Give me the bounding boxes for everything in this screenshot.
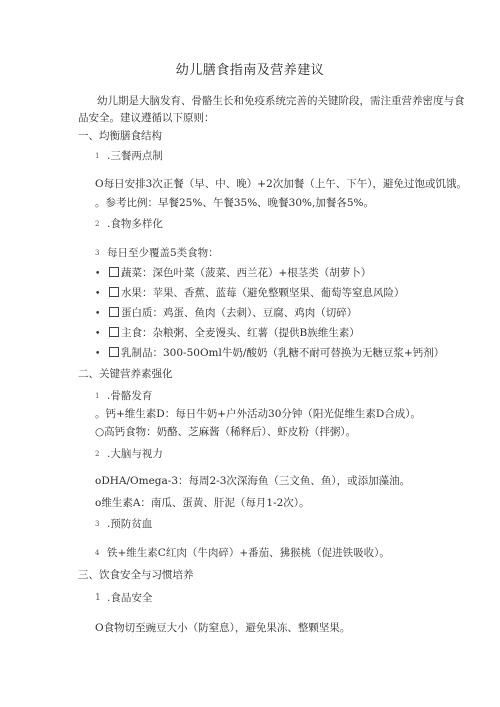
bullet-icon: •	[95, 329, 101, 339]
checkbox-square-icon	[109, 307, 119, 317]
item-label: .食品安全	[107, 592, 153, 604]
section-2-text-3: oDHA/Omega-3：每周2-3次深海鱼（三文鱼、鱼），或添加藻油。	[95, 475, 411, 487]
bullet-item	[95, 286, 405, 301]
bullet-icon: •	[95, 269, 101, 279]
item-label: .三餐两点制	[107, 150, 163, 162]
bullet-icon: •	[95, 349, 101, 359]
section-2-text-2: ○高钙食物：奶酪、芝麻酱（稀释后）、虾皮粉（拌粥）。	[95, 426, 357, 438]
section-1-heading: 一、均衡膳食结构	[78, 130, 162, 142]
item-number: 2	[95, 450, 100, 458]
checkbox-square-icon	[109, 267, 119, 277]
section-1-text-2: 。参考比例：早餐25%、午餐35%、晚餐30%,加餐各5%。	[95, 197, 375, 209]
bullet-item	[95, 326, 360, 341]
section-2-item-3	[95, 517, 152, 531]
section-1-text-1: O每日安排3次正餐（早、中、晚）+2次加餐（上午、下午），避免过饱或饥饿。	[95, 178, 468, 190]
checkbox-square-icon	[109, 327, 119, 337]
checkbox-square-icon	[109, 347, 119, 357]
bullet-icon: •	[95, 309, 101, 319]
item-label: .大脑与视力	[107, 448, 163, 460]
item-label: 每日至少覆盖5类食物：	[107, 247, 219, 259]
item-label: .骨骼发育	[107, 390, 153, 402]
bullet-item	[95, 266, 371, 281]
bullet-text: 主食：杂粮粥、全麦馒头、红薯（提供B族维生素）	[121, 327, 360, 339]
section-3-item-1	[95, 591, 152, 605]
section-2-item-2	[95, 447, 163, 461]
item-number: 4	[95, 549, 100, 557]
section-1-item-3	[95, 246, 219, 260]
section-1-item-1	[95, 149, 163, 163]
section-2-text-1: 。钙+维生素D：每日牛奶+户外活动30分钟（阳光促维生素D合成）。	[95, 408, 422, 420]
intro-line-1: 幼儿期是大脑发育、骨骼生长和免疫系统完善的关键阶段，需注重营养密度与食	[97, 95, 465, 107]
section-3-text-1: O食物切至豌豆大小（防窒息），避免果冻、整颗坚果。	[95, 622, 351, 634]
section-2-item-4	[95, 546, 390, 560]
bullet-text: 蔬菜：深色叶菜（菠菜、西兰花）+根茎类（胡萝卜）	[121, 267, 372, 279]
document-title: 幼儿膳食指南及营养建议	[175, 63, 325, 78]
intro-line-2: 品安全。建议遵循以下原则：	[78, 112, 215, 124]
item-label: 铁+维生素C红肉（牛肉碎）+番茄、狒猴桃（促进铁吸收）。	[107, 547, 390, 559]
item-number: 3	[95, 249, 100, 257]
item-number: 2	[95, 220, 100, 228]
section-3-heading: 三、饮食安全与习惯培养	[78, 569, 194, 581]
item-number: 1	[95, 392, 100, 400]
item-label: .食物多样化	[107, 218, 163, 230]
item-number: 1	[95, 152, 100, 160]
bullet-text: 乳制品：300-50Oml牛奶/酸奶（乳糖不耐可替换为无糖豆浆+钙剂）	[121, 347, 445, 359]
section-2-item-1	[95, 389, 152, 403]
bullet-text: 水果：苹果、香蕉、蓝莓（避免整颗坚果、葡萄等窒息风险）	[121, 287, 405, 299]
bullet-item	[95, 346, 444, 361]
bullet-item	[95, 306, 357, 321]
item-label: .预防贫血	[107, 518, 153, 530]
bullet-text: 蛋白质：鸡蛋、鱼肉（去刺）、豆腐、鸡肉（切碎）	[121, 307, 358, 319]
item-number: 3	[95, 520, 100, 528]
item-number: 1	[95, 593, 101, 603]
bullet-icon: •	[95, 289, 101, 299]
section-1-item-2	[95, 217, 163, 231]
checkbox-square-icon	[109, 287, 119, 297]
section-2-text-4: o维生素A：南瓜、蛋黄、肝泥（每月1-2次）。	[95, 497, 310, 509]
section-2-heading: 二、关键营养素强化	[78, 368, 173, 380]
